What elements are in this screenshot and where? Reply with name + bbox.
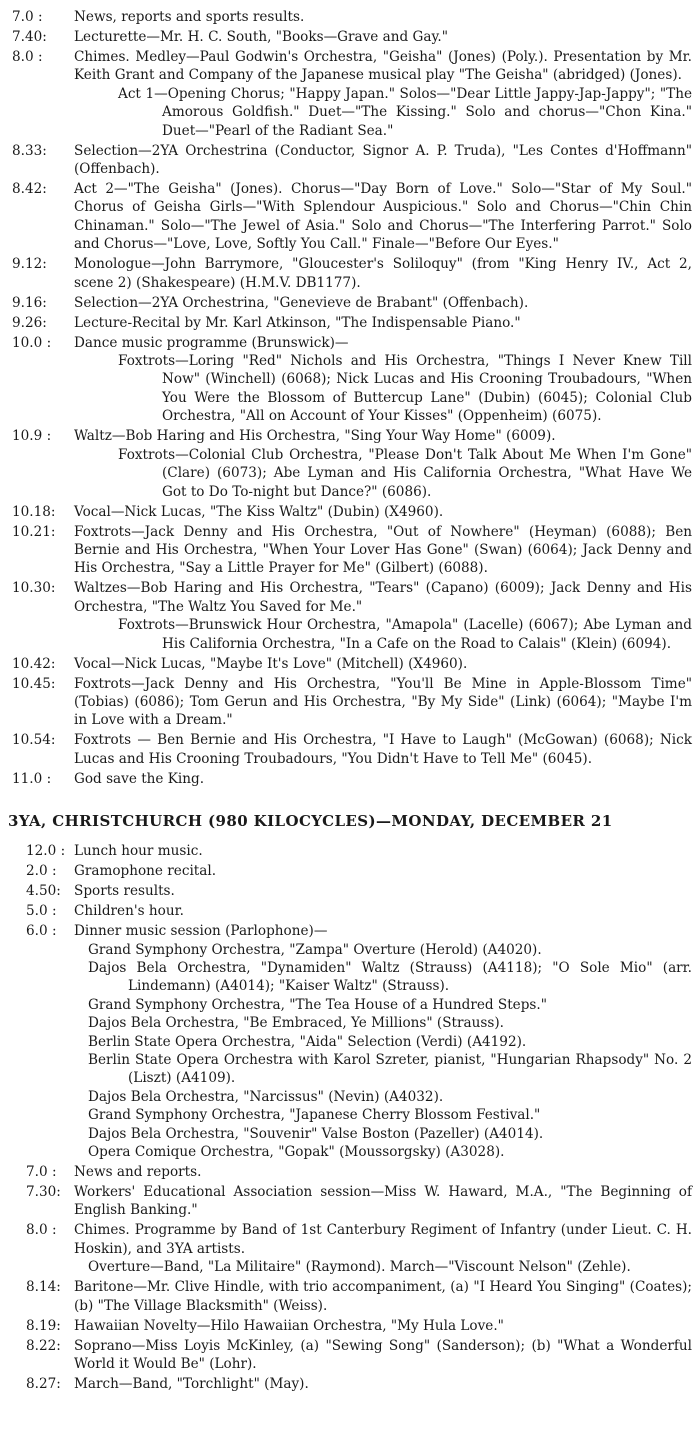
entry-text: Vocal—Nick Lucas, "The Kiss Waltz" (Dubin) (X4960). <box>74 503 444 520</box>
entry-subtext: Dajos Bela Orchestra, "Dynamiden" Waltz (Strauss) (A4118); "O Sole Mio" (arr. Lindemann) (A4014); "Kaiser Waltz" (Strauss). <box>88 959 692 995</box>
entry-text: Foxtrots—Jack Denny and His Orchestra, "You'll Be Mine in Apple-Blossom Time" (Tobias) (6086); Tom Gerun and His Orchestra, "By My Side" (Link) (6064); "Maybe I'm in Love with a Dream." <box>74 675 692 729</box>
entry-body <box>74 902 692 920</box>
entry-text: Foxtrots — Ben Bernie and His Orchestra, "I Have to Laugh" (McGowan) (6068); Nick Lucas and His Crooning Troubadours, "You Didn't Have to Tell Me" (6045). <box>74 732 692 767</box>
entry-text: Act 2—"The Geisha" (Jones). Chorus—"Day Born of Love." Solo—"Star of My Soul." Chorus of Geisha Girls—"With Splendour Auspicious." Solo and Chorus—"Chin Chin Chinaman." Solo—"The Jewel of Asia." Solo and Chorus—"The Interfering Parrot." Solo and Chorus—"Love, Love, Softly You Call." Finale—"Before Our Eyes." <box>74 181 692 253</box>
entry-text: Selection—2YA Orchestrina, "Genevieve de Brabant" (Offenbach). <box>74 294 529 311</box>
entry-body <box>74 655 692 673</box>
entry-time: 12.0 : <box>26 843 66 860</box>
entry-body <box>74 1375 692 1393</box>
entry-time: 8.42: <box>12 181 47 198</box>
entry-time: 7.0 : <box>26 1164 57 1181</box>
entry-text: Vocal—Nick Lucas, "Maybe It's Love" (Mitchell) (X4960). <box>74 655 468 672</box>
entry-time: 2.0 : <box>26 863 57 880</box>
entry-subtext: Act 1—Opening Chorus; "Happy Japan." Solos—"Dear Little Jappy-Jap-Jappy"; "The Amorous Goldfish." Duet—"The Kissing." Solo and chorus—"Chon Kina." Duet—"Pearl of the Radiant Sea." <box>118 85 692 139</box>
entry-body <box>74 1183 692 1220</box>
entry-time: 8.22: <box>26 1337 61 1354</box>
programme-entry <box>12 180 692 254</box>
entry-subtext: Grand Symphony Orchestra, "The Tea House of a Hundred Steps." <box>88 996 547 1013</box>
entry-time: 4.50: <box>26 883 61 900</box>
entry-body <box>74 842 692 860</box>
entry-body <box>74 142 692 179</box>
entry-body <box>74 255 692 292</box>
programme-entry <box>12 334 692 426</box>
entry-subtext: Foxtrots—Colonial Club Orchestra, "Please Don't Talk About Me When I'm Gone" (Clare) (6073); Abe Lyman and His California Orchestra, "What Have We Got to Do To-night but Dance?" (6086). <box>118 446 692 500</box>
entry-body <box>74 503 692 521</box>
programme-entry <box>26 1221 692 1276</box>
entry-subtext: Dajos Bela Orchestra, "Narcissus" (Nevin) (A4032). <box>88 1088 444 1105</box>
entry-body <box>74 882 692 900</box>
entry-subtext: Grand Symphony Orchestra, "Zampa" Overture (Herold) (A4020). <box>88 941 542 958</box>
entry-time: 7.0 : <box>12 9 43 25</box>
programme-entry <box>12 579 692 653</box>
entry-time: 10.42: <box>12 655 56 672</box>
entry-time: 10.45: <box>12 675 56 692</box>
entry-body <box>74 1317 692 1335</box>
entry-body <box>74 314 692 332</box>
programme-entry <box>26 842 692 860</box>
entry-body <box>74 1163 692 1181</box>
entry-text: Chimes. Programme by Band of 1st Canterbury Regiment of Infantry (under Lieut. C. H. Hoskin), and 3YA artists. <box>74 1222 692 1257</box>
entry-time: 11.0 : <box>12 770 52 787</box>
entry-text: News, reports and sports results. <box>74 9 305 25</box>
entry-body <box>74 48 692 140</box>
entry-time: 8.33: <box>12 142 47 159</box>
entry-text: March—Band, "Torchlight" (May). <box>74 1376 309 1393</box>
programme-entry <box>12 294 692 312</box>
entry-text: Chimes. Medley—Paul Godwin's Orchestra, "Geisha" (Jones) (Poly.). Presentation by Mr. Keith Grant and Company of the Japanese musical play "The Geisha" (abridged) (Jones). <box>74 49 692 84</box>
entry-body <box>74 770 692 788</box>
entry-subtext: Opera Comique Orchestra, "Gopak" (Moussorgsky) (A3028). <box>88 1144 505 1161</box>
entry-time: 10.0 : <box>12 334 52 351</box>
programme-entry <box>26 1183 692 1220</box>
entry-subtext: Overture—Band, "La Militaire" (Raymond). March—"Viscount Nelson" (Zehle). <box>88 1259 631 1276</box>
programme-entry <box>12 314 692 332</box>
entry-text: News and reports. <box>74 1164 202 1181</box>
entry-subtext: Dajos Bela Orchestra, "Souvenir" Valse Boston (Pazeller) (A4014). <box>88 1125 544 1142</box>
entry-body <box>74 579 692 653</box>
programme-entry <box>12 255 692 292</box>
entry-time: 9.12: <box>12 256 47 273</box>
programme-entry <box>12 503 692 521</box>
programme-entry <box>12 731 692 768</box>
entry-text: Workers' Educational Association session—Miss W. Haward, M.A., "The Beginning of English Banking." <box>74 1184 692 1219</box>
programme-entry <box>26 882 692 900</box>
entry-body <box>74 334 692 426</box>
entry-text: Monologue—John Barrymore, "Gloucester's Soliloquy" (from "King Henry IV., Act 2, scene 2) (Shakespeare) (H.M.V. DB1177). <box>74 256 692 291</box>
entry-body <box>74 862 692 880</box>
programme-entry <box>26 1337 692 1374</box>
entry-text: Hawaiian Novelty—Hilo Hawaiian Orchestra, "My Hula Love." <box>74 1317 504 1334</box>
entry-text: Dinner music session (Parlophone)— <box>74 923 328 940</box>
programme-entry <box>26 862 692 880</box>
entry-body <box>74 427 692 501</box>
entry-time: 8.27: <box>26 1376 61 1393</box>
entry-time: 8.19: <box>26 1317 61 1334</box>
entry-subtext: Berlin State Opera Orchestra, "Aida" Selection (Verdi) (A4192). <box>88 1033 527 1050</box>
entry-subtext: Grand Symphony Orchestra, "Japanese Cherry Blossom Festival." <box>88 1107 541 1124</box>
programme-entry <box>12 675 692 730</box>
entry-text: Waltz—Bob Haring and His Orchestra, "Sing Your Way Home" (6009). <box>74 428 556 445</box>
entry-body <box>74 731 692 768</box>
entry-text: Foxtrots—Jack Denny and His Orchestra, "Out of Nowhere" (Heyman) (6088); Ben Bernie and His Orchestra, "When Your Lover Has Gone" (Swan) (6064); Jack Denny and His Orchestra, "Say a Little Prayer for Me" (Gilbert) (6088). <box>74 523 692 577</box>
programme-entry <box>26 1375 692 1393</box>
entry-text: Lecturette—Mr. H. C. South, "Books—Grave and Gay." <box>74 29 448 45</box>
entry-body <box>74 675 692 730</box>
entry-text: Baritone—Mr. Clive Hindle, with trio accompaniment, (a) "I Heard You Singing" (Coates); (b) "The Village Blacksmith" (Weiss). <box>74 1279 692 1314</box>
entry-text: Gramophone recital. <box>74 863 217 880</box>
station-heading-3ya: 3YA, CHRISTCHURCH (980 KILOCYCLES)—MONDAY, DECEMBER 21 <box>8 812 613 831</box>
programme-entry <box>12 142 692 179</box>
programme-entry <box>26 902 692 920</box>
entry-text: Selection—2YA Orchestrina (Conductor, Signor A. P. Truda), "Les Contes d'Hoffmann" (Offenbach). <box>74 142 692 178</box>
entry-text: Lunch hour music. <box>74 843 203 860</box>
entry-time: 9.26: <box>12 314 47 331</box>
entry-body <box>74 8 692 26</box>
entry-subtext: Dajos Bela Orchestra, "Be Embraced, Ye Millions" (Strauss). <box>88 1015 504 1032</box>
programme-entry <box>12 48 692 140</box>
programme-entry <box>12 523 692 578</box>
entry-time: 10.9 : <box>12 428 52 445</box>
entry-body <box>74 1337 692 1374</box>
programme-entry <box>12 8 692 26</box>
entry-text: Sports results. <box>74 883 175 900</box>
entry-time: 10.18: <box>12 503 56 520</box>
programme-entry <box>26 1278 692 1315</box>
entry-text: Soprano—Miss Loyis McKinley, (a) "Sewing Song" (Sanderson); (b) "What a Wonderful World it Would Be" (Lohr). <box>74 1337 692 1373</box>
entry-body <box>74 922 692 1161</box>
programme-entry <box>26 1163 692 1181</box>
programme-entry <box>12 427 692 501</box>
entry-body <box>74 523 692 578</box>
entry-time: 9.16: <box>12 294 47 311</box>
entry-time: 7.30: <box>26 1184 61 1201</box>
entry-subtext: Foxtrots—Brunswick Hour Orchestra, "Amapola" (Lacelle) (6067); Abe Lyman and His California Orchestra, "In a Cafe on the Road to Calais" (Klein) (6094). <box>118 617 692 652</box>
entry-time: 10.21: <box>12 523 56 540</box>
entry-subtext: Foxtrots—Loring "Red" Nichols and His Orchestra, "Things I Never Knew Till Now" (Winchell) (6068); Nick Lucas and His Crooning Troubadours, "When You Were the Blossom of Buttercup Lane" (Dubin) (6045); Colonial Club Orchestra, "All on Account of Your Kisses" (Oppenheim) (6075). <box>118 353 692 425</box>
entry-text: God save the King. <box>74 770 205 787</box>
entry-text: Lecture-Recital by Mr. Karl Atkinson, "The Indispensable Piano." <box>74 314 521 331</box>
entry-time: 7.40: <box>12 29 47 45</box>
programme-entry <box>26 1317 692 1335</box>
entry-body <box>74 1221 692 1276</box>
entry-body <box>74 28 692 46</box>
programme-entry <box>26 922 692 1161</box>
entry-time: 8.0 : <box>26 1222 57 1239</box>
programme-entry <box>12 770 692 788</box>
entry-text: Dance music programme (Brunswick)— <box>74 334 349 351</box>
entry-body <box>74 180 692 254</box>
section-2ya-programme <box>12 8 692 788</box>
section-3ya-programme <box>12 842 692 1393</box>
entry-body <box>74 1278 692 1315</box>
entry-text: Waltzes—Bob Haring and His Orchestra, "Tears" (Capano) (6009); Jack Denny and His Orchestra, "The Waltz You Saved for Me." <box>74 580 692 615</box>
entry-time: 10.54: <box>12 732 56 749</box>
entry-time: 5.0 : <box>26 903 57 920</box>
entry-time: 8.0 : <box>12 49 43 65</box>
entry-subtext: Berlin State Opera Orchestra with Karol Szreter, pianist, "Hungarian Rhapsody" No. 2 (Liszt) (A4109). <box>88 1052 692 1087</box>
entry-time: 6.0 : <box>26 923 57 940</box>
entry-text: Children's hour. <box>74 903 184 920</box>
entry-time: 8.14: <box>26 1279 61 1296</box>
programme-entry <box>12 655 692 673</box>
entry-time: 10.30: <box>12 580 56 597</box>
programme-entry <box>12 28 692 46</box>
entry-body <box>74 294 692 312</box>
